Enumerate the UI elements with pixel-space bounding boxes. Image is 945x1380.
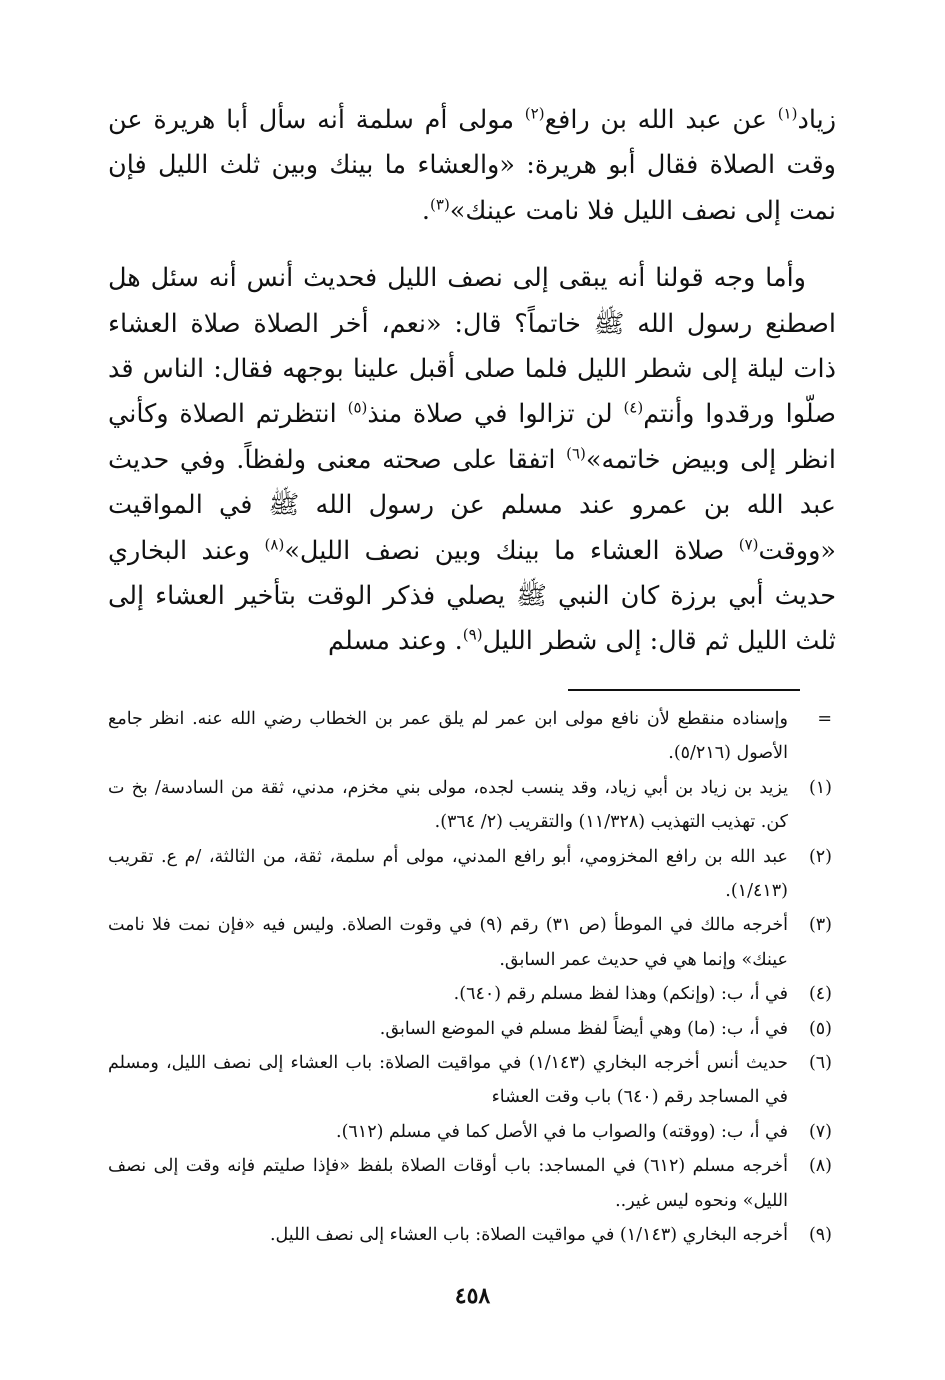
- footnote-2: [108, 840, 832, 909]
- footnote-ref-1: (١): [777, 104, 798, 123]
- footnote-text: أخرجه مالك في الموطأ (ص ٣١) رقم (٩) في وقوت الصلاة. وليس فيه «فإن نمت فلا نامت عينك» وإنما هي في حديث عمر السابق.: [108, 915, 789, 970]
- footnote-ref-3: (٣): [430, 195, 450, 214]
- footnote-7: [108, 1115, 832, 1149]
- text-run: صلاة العشاء ما بينك وبين نصف الليل»: [284, 535, 739, 566]
- footnote-4: [108, 977, 832, 1011]
- footnote-1: [108, 771, 832, 840]
- footnote-text: أخرجه مسلم (٦١٢) في المساجد: باب أوقات الصلاة بلفظ «فإذا صليتم فإنه وقت إلى نصف الليل» ونحوه ليس غير..: [108, 1156, 788, 1211]
- footnote-3: [108, 908, 832, 977]
- main-text: [108, 98, 836, 665]
- footnote-text: في أ، ب: (ما) وهي أيضاً لفظ مسلم في الموضع السابق.: [379, 1018, 788, 1039]
- footnote-5: [108, 1012, 832, 1046]
- text-run: انتظرتم الصلاة وكأني انظر إلى وبيض خاتمه»: [108, 399, 836, 475]
- text-run: لن تزالوا في صلاة منذ: [367, 399, 624, 430]
- text-run: زياد: [797, 105, 837, 135]
- footnote-ref-2: (٢): [524, 104, 545, 123]
- footnote-ref-9: (٩): [462, 625, 483, 644]
- footnote-text: حديث أنس أخرجه البخاري (١/١٤٣) في مواقيت الصلاة: باب العشاء إلى نصف الليل، ومسلم في المساجد رقم (٦٤٠) باب وقت العشاء: [108, 1053, 789, 1108]
- footnote-separator: [568, 689, 800, 691]
- footnote-ref-8: (٨): [264, 535, 285, 554]
- footnotes: [108, 702, 832, 1253]
- footnote-marker: (٤): [808, 984, 832, 1005]
- footnote-ref-7: (٧): [738, 535, 759, 554]
- footnote-text: وإسناده منقطع لأن نافع مولى ابن عمر لم يلق عمر بن الخطاب رضي الله عنه. انظر جامع الأصول (٥/٢١٦).: [108, 709, 788, 764]
- footnote-marker: (٣): [808, 915, 832, 936]
- footnote-marker: (٨): [808, 1156, 832, 1177]
- footnote-marker: (٥): [808, 1018, 832, 1039]
- text-run: وأما وجه قولنا أنه يبقى إلى نصف الليل فحديث أنس أنه سئل هل اصطنع رسول الله ﷺ خاتماً؟ قال: «نعم، أخر الصلاة صلاة العشاء ذات ليلة إلى شطر الليل فلما صلى أقبل علينا بوجهه فقال: الناس قد صلّوا ورقدوا وأنتم: [108, 263, 837, 430]
- footnote-text: عبد الله بن رافع المخزومي، أبو رافع المدني، مولى أم سلمة، ثقة، من الثالثة، /م ع. تقريب (١/٤١٣).: [108, 846, 788, 902]
- page-number: ٤٥٨: [454, 1283, 491, 1309]
- footnote-marker: (٢): [808, 846, 832, 867]
- footnote-marker: (١): [808, 777, 832, 798]
- text-run: وعند البخاري حديث أبي برزة كان النبي ﷺ يصلي فذكر الوقت بتأخير العشاء إلى ثلث الليل ثم قال: إلى شطر الليل: [108, 535, 836, 657]
- footnote-6: [108, 1046, 832, 1115]
- footnote-text: في أ، ب: (وإنكم) وهذا لفظ مسلم رقم (٦٤٠).: [453, 984, 788, 1005]
- footnote-ref-5: (٥): [347, 398, 368, 417]
- text-run: عن عبد الله بن رافع: [544, 105, 778, 135]
- footnote-ref-6: (٦): [566, 444, 586, 463]
- footnote-text: في أ، ب: (ووقته) والصواب ما في الأصل كما في مسلم (٦١٢).: [336, 1121, 788, 1142]
- text-run: مولى أم سلمة أنه سأل أبا هريرة عن وقت الصلاة فقال أبو هريرة: «والعشاء ما بينك وبين ثلث الليل فإن نمت إلى نصف الليل فلا نامت عينك»: [108, 105, 836, 226]
- footnote-text: يزيد بن زياد بن أبي زياد، وقد ينسب لجده، مولى بني مخزم، مدني، ثقة من السادسة/ بخ ت كن. تهذيب التهذيب (١١/٣٢٨) والتقريب (٢/ ٣٦٤).: [108, 777, 788, 833]
- footnote-ref-4: (٤): [623, 398, 644, 417]
- text-run: اتفقا على صحته معنى ولفظاً. وفي حديث عبد الله بن عمرو عند مسلم عن رسول الله ﷺ في المواقيت «ووقت: [108, 444, 836, 566]
- footnote-marker: (٧): [808, 1121, 832, 1142]
- text-run: . وعند مسلم: [328, 626, 463, 657]
- text-run: .: [421, 195, 431, 226]
- footnote-9: [108, 1218, 832, 1252]
- footnote-8: [108, 1149, 832, 1218]
- paragraph-1: [108, 98, 836, 234]
- paragraph-2: [108, 256, 836, 665]
- footnote-marker: (٩): [808, 1225, 832, 1246]
- footnote-marker: (٦): [808, 1053, 832, 1074]
- footnote-text: أخرجه البخاري (١/١٤٣) في مواقيت الصلاة: باب العشاء إلى نصف الليل.: [269, 1225, 788, 1246]
- footnote-marker: =: [817, 709, 832, 729]
- footnote-continued: [108, 702, 832, 771]
